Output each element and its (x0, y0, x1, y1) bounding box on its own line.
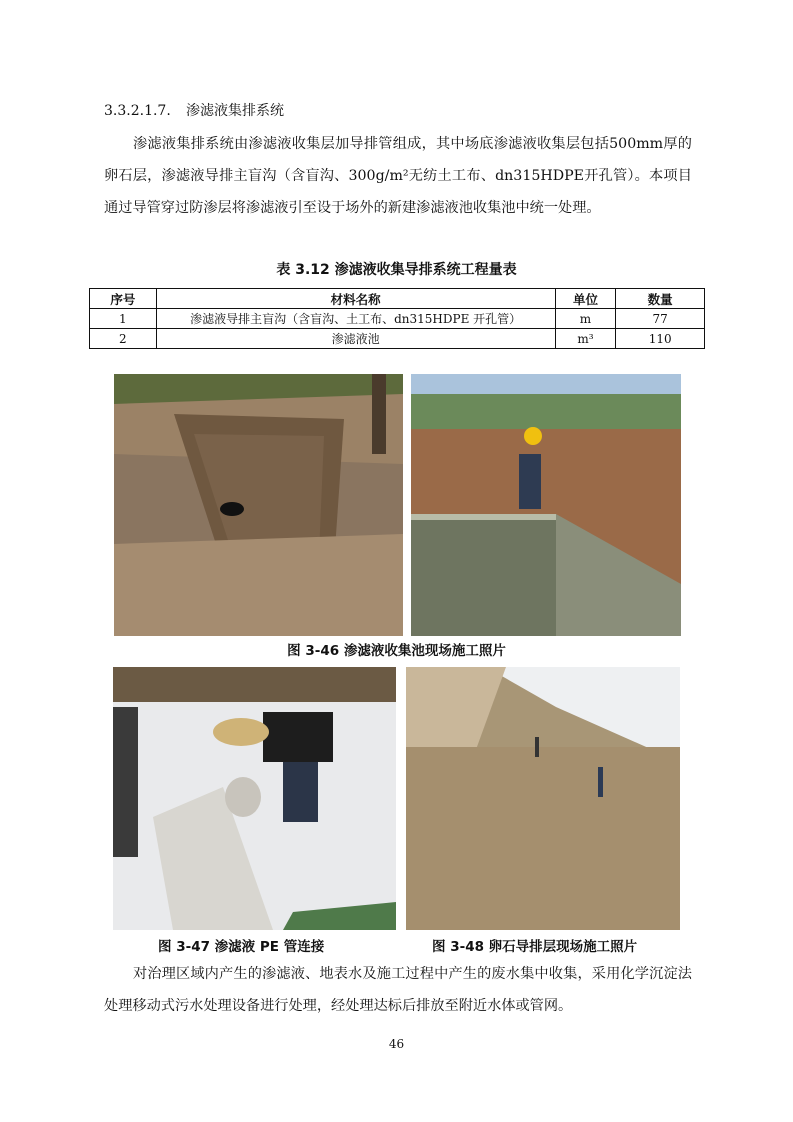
photo-pe-pipe (113, 667, 396, 930)
figure-48-caption: 图 3-48 卵石导排层现场施工照片 (432, 939, 638, 955)
cell-index: 2 (90, 329, 157, 349)
paragraph-wastewater-treatment: 对治理区域内产生的渗滤液、地表水及施工过程中产生的废水集中收集，采用化学沉淀法处理移动式污水处理设备进行处理，经处理达标后排放至附近水体或管网。 (104, 966, 692, 1014)
figure-47-caption: 图 3-47 渗滤液 PE 管连接 (158, 939, 325, 955)
section-number: 3.3.2.1.7. (104, 103, 171, 119)
header-index: 序号 (90, 289, 157, 309)
header-unit: 单位 (555, 289, 616, 309)
paragraph-leachate-system: 渗滤液集排系统由渗滤液收集层加导排管组成，其中场底渗滤液收集层包括500mm厚的卵石层，渗滤液导排主盲沟（含盲沟、300g/m²无纺土工布、dn315HDPE开孔管）。本项目通过导管穿过防渗层将渗滤液引至设于场外的新建渗滤液池收集池中统一处理。 (104, 136, 692, 216)
table-row (90, 309, 705, 329)
cell-material: 渗滤液导排主盲沟（含盲沟、土工布、dn315HDPE 开孔管） (156, 309, 555, 329)
table-title: 表 3.12 渗滤液收集导排系统工程量表 (276, 262, 517, 278)
cell-unit: m (555, 309, 616, 329)
cell-quantity: 77 (616, 309, 705, 329)
cell-material: 渗滤液池 (156, 329, 555, 349)
quantity-table (89, 288, 705, 349)
cell-index: 1 (90, 309, 157, 329)
cell-unit: m³ (555, 329, 616, 349)
section-title: 渗滤液集排系统 (186, 103, 284, 119)
page-number: 46 (388, 1037, 405, 1051)
photo-collection-pool (411, 374, 681, 636)
section-heading (104, 100, 284, 120)
cell-quantity: 110 (616, 329, 705, 349)
photo-gravel-layer (406, 667, 680, 930)
table-row (90, 329, 705, 349)
photo-trench (114, 374, 403, 636)
table-header-row (90, 289, 705, 309)
figure-46-caption: 图 3-46 渗滤液收集池现场施工照片 (287, 643, 506, 659)
header-quantity: 数量 (616, 289, 705, 309)
header-material: 材料名称 (156, 289, 555, 309)
